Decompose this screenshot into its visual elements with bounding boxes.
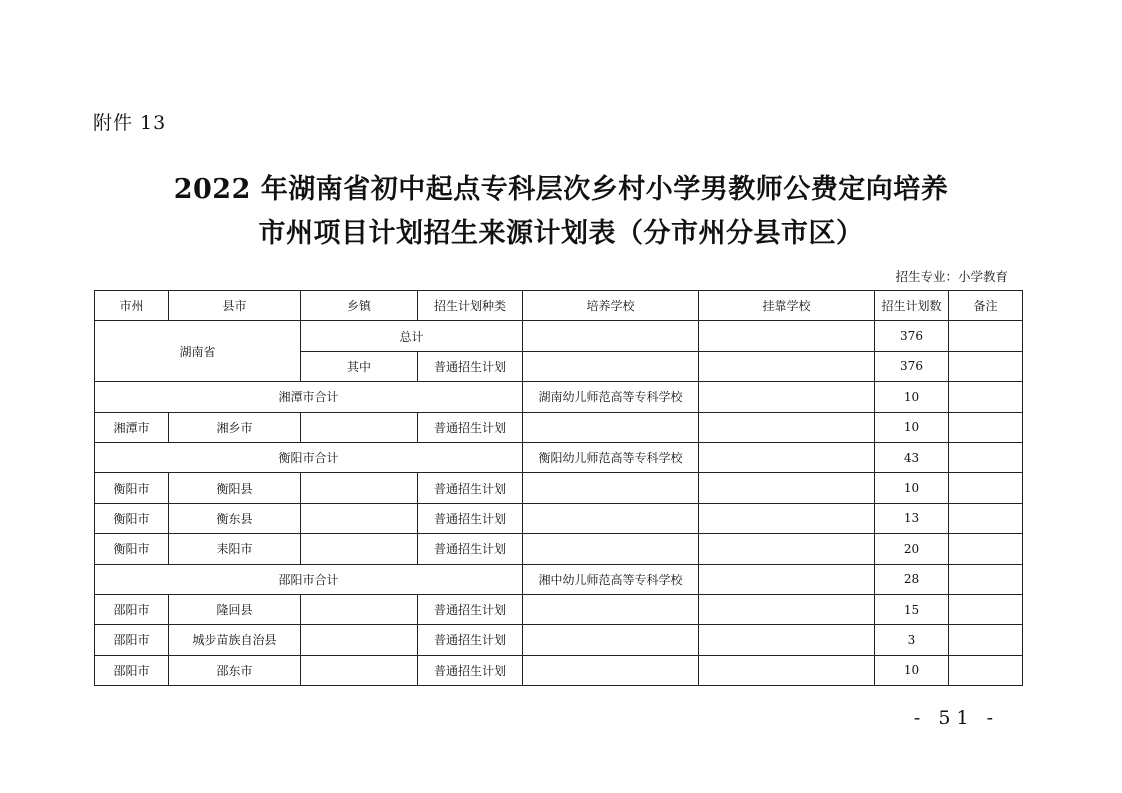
plan-type-cell: 普通招生计划 (418, 594, 523, 624)
table-row (95, 594, 1023, 624)
town-cell (301, 412, 418, 442)
county-cell: 耒阳市 (169, 534, 301, 564)
note-cell (949, 473, 1023, 503)
province-sub-label: 其中 (301, 351, 418, 381)
affiliate-cell (699, 412, 875, 442)
empty-cell (523, 351, 699, 381)
plan-type-cell: 普通招生计划 (418, 655, 523, 685)
affiliate-cell (699, 655, 875, 685)
count-cell: 15 (875, 594, 949, 624)
county-cell: 邵东市 (169, 655, 301, 685)
town-cell (301, 594, 418, 624)
table-row (95, 655, 1023, 685)
plan-type-cell: 普通招生计划 (418, 534, 523, 564)
empty-cell (949, 564, 1023, 594)
county-cell: 城步苗族自治县 (169, 625, 301, 655)
plan-type-cell: 普通招生计划 (418, 473, 523, 503)
table-row (95, 503, 1023, 533)
training-school: 衡阳幼儿师范高等专科学校 (523, 442, 699, 472)
province-total-row (95, 321, 1023, 351)
city-cell: 邵阳市 (95, 594, 169, 624)
count-cell: 20 (875, 534, 949, 564)
major-label: 招生专业：小学教育 (895, 269, 1008, 284)
count-cell: 10 (875, 473, 949, 503)
subtotal-label: 邵阳市合计 (95, 564, 523, 594)
town-cell (301, 625, 418, 655)
empty-cell (699, 564, 875, 594)
affiliate-cell (699, 625, 875, 655)
city-cell: 衡阳市 (95, 473, 169, 503)
table-row (95, 412, 1023, 442)
city-cell: 湘潭市 (95, 412, 169, 442)
school-cell (523, 473, 699, 503)
town-cell (301, 655, 418, 685)
table-row (95, 625, 1023, 655)
city-cell: 衡阳市 (95, 534, 169, 564)
county-cell: 隆回县 (169, 594, 301, 624)
city-cell: 邵阳市 (95, 655, 169, 685)
training-school: 湘中幼儿师范高等专科学校 (523, 564, 699, 594)
subtotal-count: 10 (875, 382, 949, 412)
count-cell: 10 (875, 412, 949, 442)
city-subtotal-row (95, 564, 1023, 594)
count-cell: 3 (875, 625, 949, 655)
city-subtotal-row (95, 382, 1023, 412)
town-cell (301, 503, 418, 533)
count-cell: 13 (875, 503, 949, 533)
note-cell (949, 412, 1023, 442)
empty-cell (949, 321, 1023, 351)
document-title-line-2: 市州项目计划招生来源计划表（分市州分县市区） (258, 218, 864, 249)
enrollment-plan-table (94, 290, 1023, 686)
city-cell: 邵阳市 (95, 625, 169, 655)
header-cell: 县市 (169, 291, 301, 321)
school-cell (523, 534, 699, 564)
attachment-label: 附件 13 (93, 112, 167, 134)
school-cell (523, 594, 699, 624)
plan-type-cell: 普通招生计划 (418, 412, 523, 442)
empty-cell (699, 351, 875, 381)
training-school: 湖南幼儿师范高等专科学校 (523, 382, 699, 412)
school-cell (523, 655, 699, 685)
city-cell: 衡阳市 (95, 503, 169, 533)
empty-cell (699, 382, 875, 412)
table-row (95, 534, 1023, 564)
empty-cell (949, 382, 1023, 412)
province-sub-count: 376 (875, 351, 949, 381)
header-cell: 招生计划数 (875, 291, 949, 321)
subtotal-count: 43 (875, 442, 949, 472)
town-cell (301, 473, 418, 503)
note-cell (949, 655, 1023, 685)
province-total-label: 总计 (301, 321, 523, 351)
header-cell: 招生计划种类 (418, 291, 523, 321)
affiliate-cell (699, 594, 875, 624)
empty-cell (949, 442, 1023, 472)
note-cell (949, 594, 1023, 624)
province-total-count: 376 (875, 321, 949, 351)
affiliate-cell (699, 534, 875, 564)
note-cell (949, 534, 1023, 564)
header-cell: 市州 (95, 291, 169, 321)
table-row (95, 473, 1023, 503)
empty-cell (699, 442, 875, 472)
note-cell (949, 625, 1023, 655)
subtotal-label: 衡阳市合计 (95, 442, 523, 472)
header-cell: 乡镇 (301, 291, 418, 321)
affiliate-cell (699, 473, 875, 503)
county-cell: 湘乡市 (169, 412, 301, 442)
school-cell (523, 503, 699, 533)
plan-type-cell: 普通招生计划 (418, 503, 523, 533)
affiliate-cell (699, 503, 875, 533)
school-cell (523, 412, 699, 442)
province-sub-type: 普通招生计划 (418, 351, 523, 381)
town-cell (301, 534, 418, 564)
page-number: - 51 - (913, 707, 999, 729)
empty-cell (949, 351, 1023, 381)
table-header-row (95, 291, 1023, 321)
school-cell (523, 625, 699, 655)
city-subtotal-row (95, 442, 1023, 472)
header-cell: 挂靠学校 (699, 291, 875, 321)
county-cell: 衡阳县 (169, 473, 301, 503)
document-title-line-1: 2022 年湖南省初中起点专科层次乡村小学男教师公费定向培养 (173, 174, 949, 205)
header-cell: 备注 (949, 291, 1023, 321)
header-cell: 培养学校 (523, 291, 699, 321)
count-cell: 10 (875, 655, 949, 685)
empty-cell (523, 321, 699, 351)
province-name: 湖南省 (95, 321, 301, 382)
county-cell: 衡东县 (169, 503, 301, 533)
subtotal-label: 湘潭市合计 (95, 382, 523, 412)
note-cell (949, 503, 1023, 533)
subtotal-count: 28 (875, 564, 949, 594)
plan-type-cell: 普通招生计划 (418, 625, 523, 655)
empty-cell (699, 321, 875, 351)
